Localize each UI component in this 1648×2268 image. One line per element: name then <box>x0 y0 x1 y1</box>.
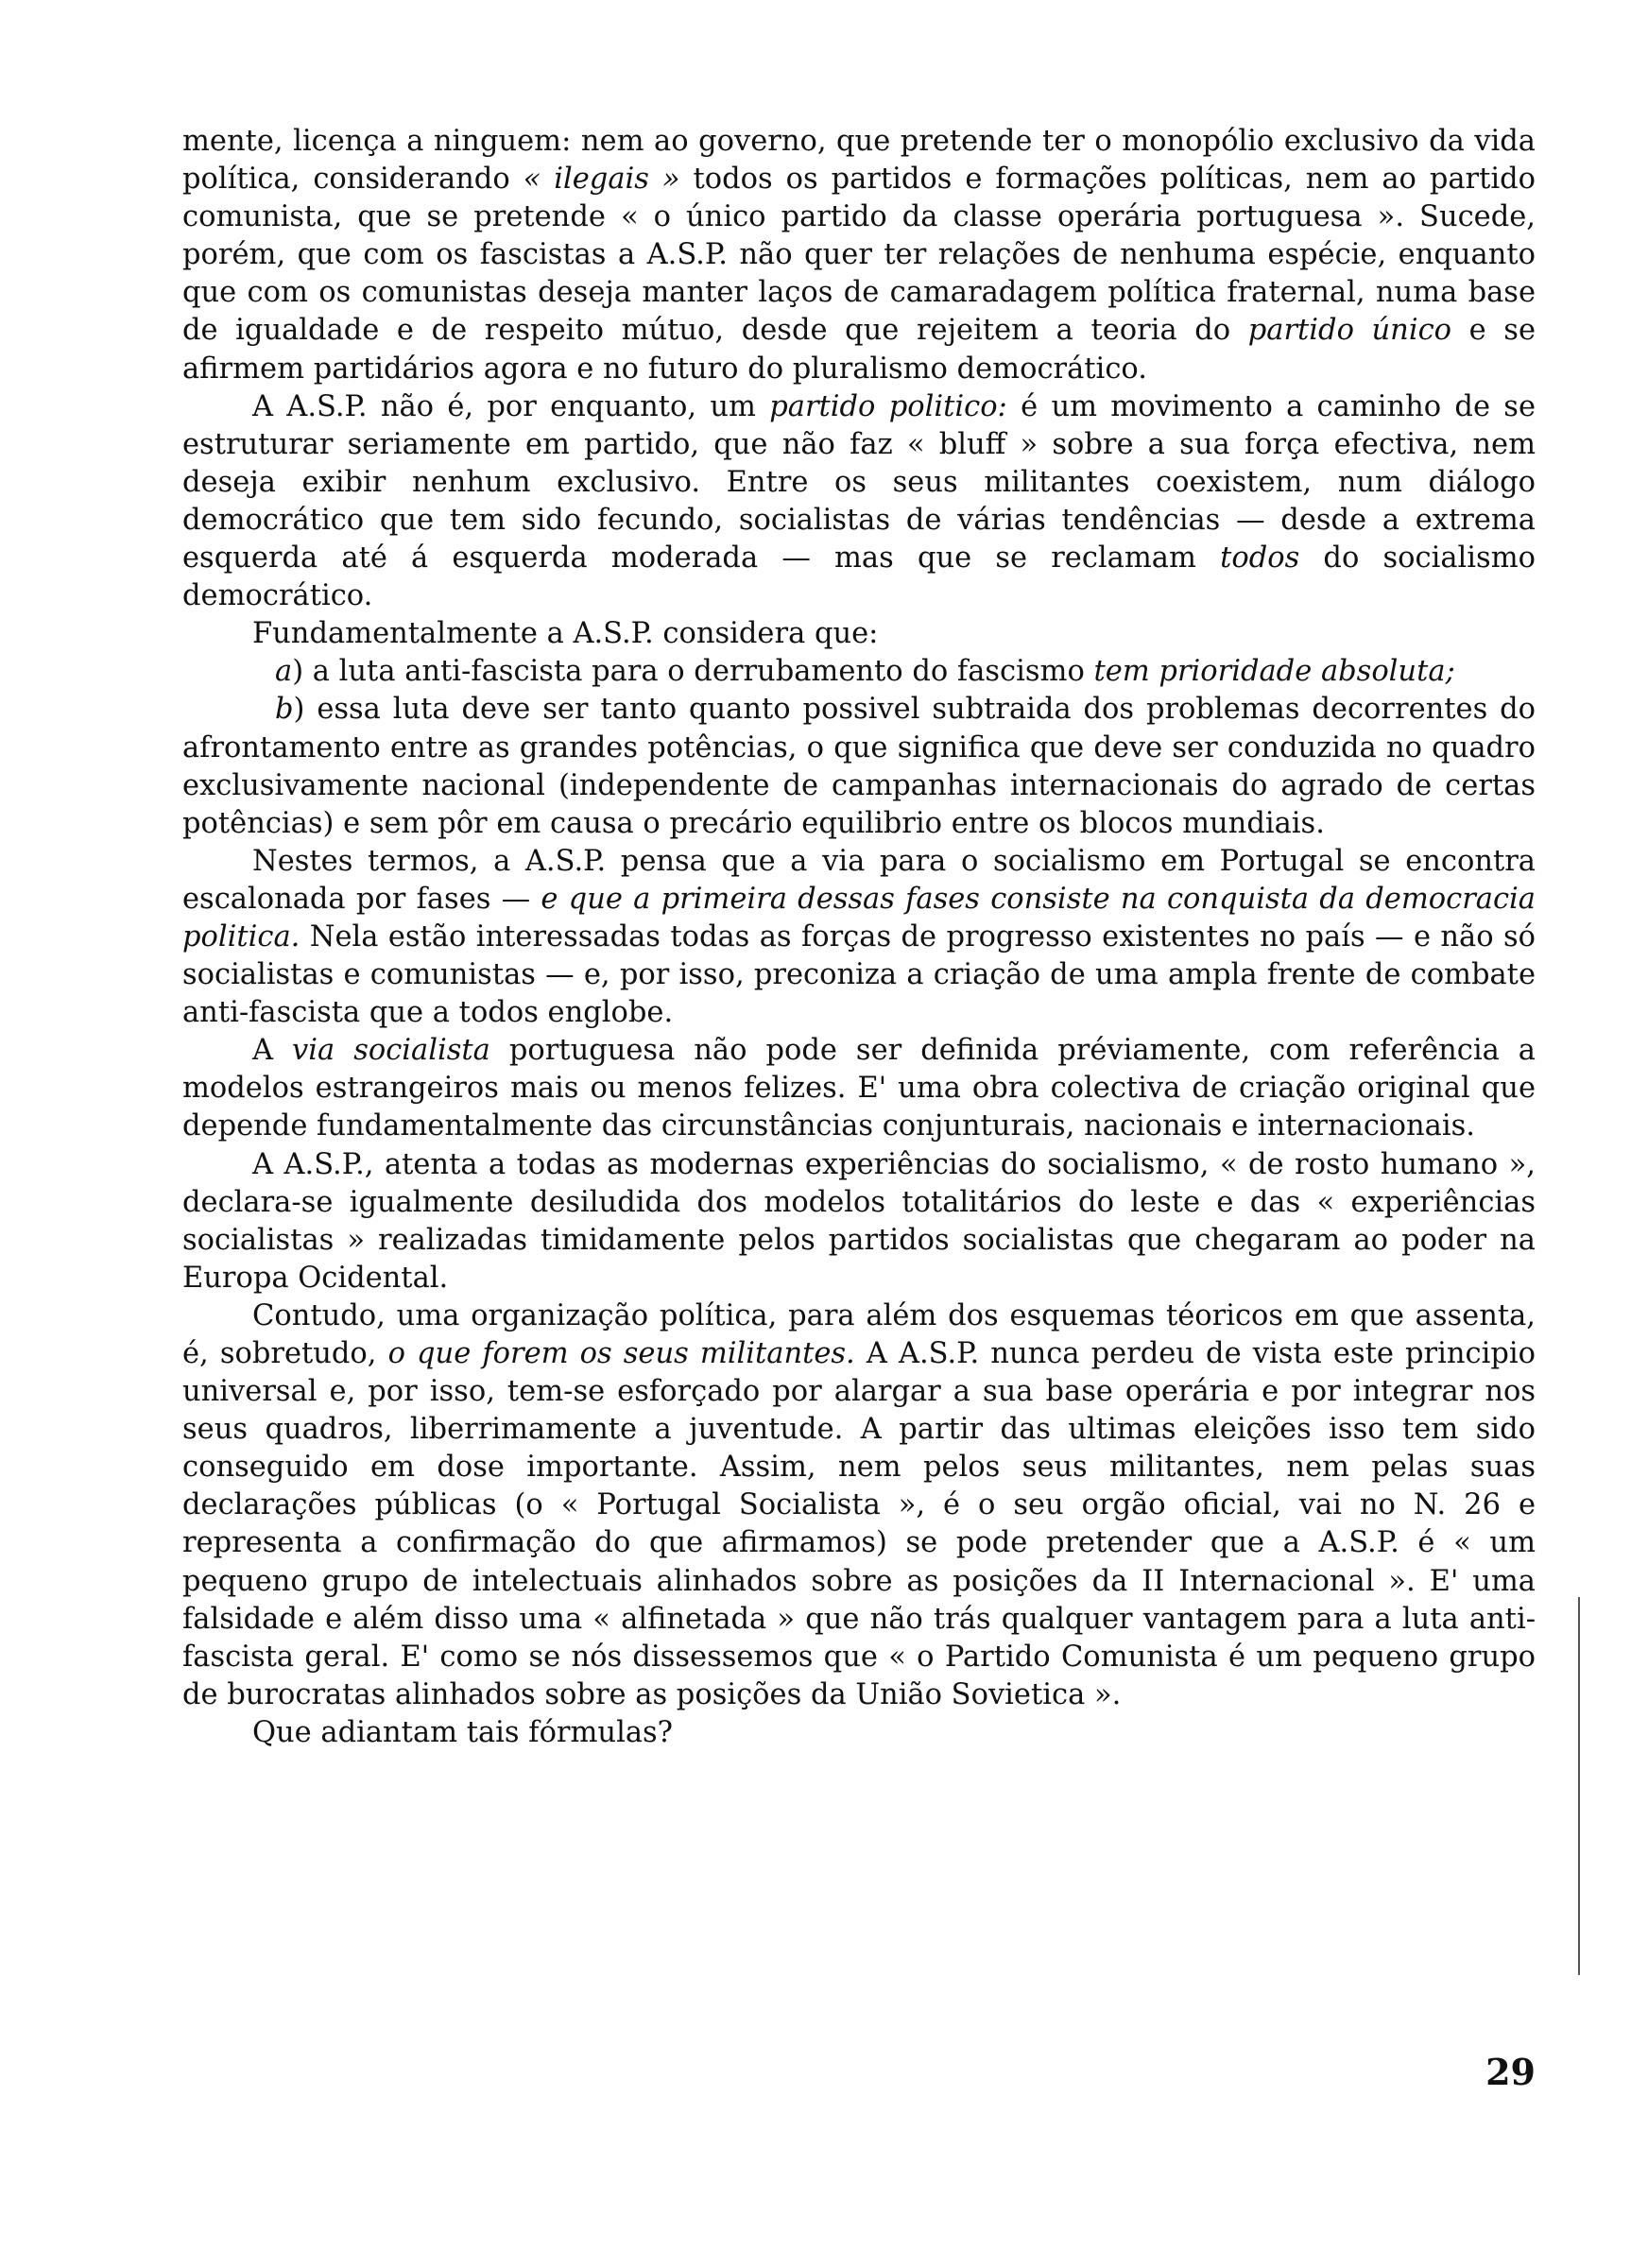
paragraph <box>182 615 1536 653</box>
text-run: mente, licença a ninguem: nem ao governo, que pretende ter o monopólio exclusivo da vida política, considerando <box>182 125 1536 197</box>
page-body <box>182 123 1536 1752</box>
list-item <box>182 653 1536 691</box>
paragraph <box>182 1297 1536 1714</box>
text-run: A <box>252 1034 293 1068</box>
list-item <box>182 691 1536 842</box>
paragraph <box>182 1714 1536 1752</box>
page-number: 29 <box>1485 2051 1536 2093</box>
paragraph <box>182 1032 1536 1145</box>
paragraph <box>182 123 1536 388</box>
paragraph <box>182 1146 1536 1297</box>
italic-run: a <box>275 655 293 689</box>
italic-run: tem prioridade absoluta; <box>1093 655 1455 689</box>
text-run: A A.S.P. nunca perdeu de vista este principio universal e, por isso, tem-se esforçado por alargar a sua base operária e por integrar nos seus quadros, liberrimamente a juventude. A partir das ultimas eleições isso tem sido conseguido em dose importante. Assim, nem pelos seus militantes, nem pelas suas declarações públicas (o « Portugal Socialista », é o seu orgão oficial, vai no N. 26 e representa a confirmação do que afirmamos) se pode pretender que a A.S.P. é « um pequeno grupo de intelectuais alinhados sobre as posições da II Internacional ». E' uma falsidade e além disso uma « alfinetada » que não trás qualquer vantagem para a luta anti-fascista geral. E' como se nós dissessemos que « o Partido Comunista é um pequeno grupo de burocratas alinhados sobre as posições da União Sovietica ». <box>182 1337 1536 1711</box>
text-run: portuguesa não pode ser definida préviamente, com referência a modelos estrangeiros mais ou menos felizes. E' uma obra colectiva de criação original que depende fundamentalmente das circunstâncias conjunturais, nacionais e internacionais. <box>182 1034 1536 1143</box>
italic-run: todos <box>1220 541 1300 576</box>
italic-run: « ilegais » <box>523 163 680 197</box>
italic-run: via socialista <box>292 1034 490 1068</box>
italic-run: b <box>275 693 294 727</box>
text-run: ) essa luta deve ser tanto quanto possivel subtraida dos problemas decorrentes do afrontamento entre as grandes potências, o que significa que deve ser conduzida no quadro exclusivamente nacional (independente de campanhas internacionais do agrado de certas potências) e sem pôr em causa o precário equilibrio entre os blocos mundiais. <box>182 693 1536 840</box>
text-run: e se afirmem partidários agora e no futuro do pluralismo democrático. <box>182 314 1536 386</box>
italic-run: partido único <box>1247 314 1452 348</box>
text-run: Nestes termos, a A.S.P. pensa que a via para o socialismo em Portugal se encontra escalonada por fases — <box>182 844 1536 916</box>
italic-run: partido politico: <box>769 389 1007 423</box>
italic-run: o que forem os seus militantes. <box>387 1337 855 1370</box>
text-run: é um movimento a caminho de se estruturar seriamente em partido, que não faz « bluff » sobre a sua força efectiva, nem deseja exibir nenhum exclusivo. Entre os seus militantes coexistem, num diálogo democrático que tem sido fecundo, socialistas de várias tendências — desde a extrema esquerda até á esquerda moderada — mas que se reclamam <box>182 389 1536 576</box>
italic-run: e que a primeira dessas fases consiste na conquista da democracia politica. <box>182 882 1536 954</box>
text-run: Fundamentalmente a A.S.P. considera que: <box>252 617 879 651</box>
paragraph <box>182 388 1536 616</box>
text-run: A A.S.P. não é, por enquanto, um <box>252 389 770 423</box>
text-run: A A.S.P., atenta a todas as modernas experiências do socialismo, « de rosto humano », declara-se igualmente desiludida dos modelos totalitários do leste e das « experiências socialistas » realizadas timidamente pelos partidos socialistas que chegaram ao poder na Europa Ocidental. <box>182 1147 1536 1295</box>
text-run: Nela estão interessadas todas as forças de progresso existentes no país — e não só socialistas e comunistas — e, por isso, preconiza a criação de uma ampla frente de combate anti-fascista que a todos englobe. <box>182 919 1536 1030</box>
text-run: Que adiantam tais fórmulas? <box>252 1715 674 1749</box>
text-run: ) a luta anti-fascista para o derrubamento do fascismo <box>292 655 1094 689</box>
text-run: todos os partidos e formações políticas, nem ao partido comunista, que se pretende « o único partido da classe operária portuguesa ». Sucede, porém, que com os fascistas a A.S.P. não quer ter relações de nenhuma espécie, enquanto que com os comunistas deseja manter laços de camaradagem política fraternal, numa base de igualdade e de respeito mútuo, desde que rejeitem a teoria do <box>182 163 1536 348</box>
text-run: do socialismo democrático. <box>182 541 1536 613</box>
paragraph <box>182 843 1536 1032</box>
text-run: Contudo, uma organização política, para além dos esquemas téoricos em que assenta, é, sobretudo, <box>182 1298 1536 1370</box>
margin-mark <box>1569 1597 1580 1975</box>
